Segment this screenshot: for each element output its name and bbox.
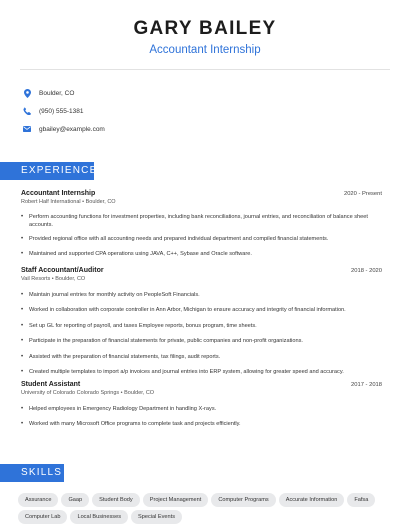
skills-list (18, 493, 398, 527)
skill-tag: Gaap (61, 493, 89, 507)
job-company: Robert Half International (21, 199, 81, 205)
contact-email-text: gbailey@example.com (39, 125, 105, 133)
job-title: Staff Accountant/Auditor (21, 267, 104, 274)
job-title: Accountant Internship (21, 190, 96, 197)
job-company: University of Colorado Colorado Springs (21, 390, 120, 396)
skill-tag: Project Management (143, 493, 209, 507)
skill-tag: Assurance (18, 493, 58, 507)
bullet-item: • Maintain journal entries for monthly activity on PeopleSoft Financials. (21, 291, 386, 299)
contact-phone (22, 102, 410, 120)
skill-tag: Computer Programs (211, 493, 275, 507)
phone-icon (22, 106, 32, 116)
job-bullets (21, 213, 386, 259)
job-location: Boulder, CO (85, 199, 116, 205)
contact-location (22, 84, 410, 102)
experience-heading: EXPERIENCE (0, 162, 94, 180)
skills-row (18, 510, 398, 524)
job-company-line: Vail Resorts • Boulder, CO (21, 276, 86, 282)
skill-tag: Local Businesses (70, 510, 128, 524)
job-company-line: University of Colorado Colorado Springs • Boulder, CO (21, 390, 155, 396)
job-entry (21, 190, 382, 205)
candidate-name: GARY BAILEY (133, 18, 277, 39)
contact-location-text: Boulder, CO (39, 89, 75, 97)
job-date: 2018 - 2020 (351, 268, 382, 274)
contact-list (0, 70, 410, 138)
job-entry (21, 267, 382, 282)
bullet-item: • Participate in the preparation of financial statements for private, public companies and non-profit organizations. (21, 337, 386, 345)
bullet-item: • Worked with many Microsoft Office programs to complete task and projects efficiently. (21, 420, 386, 428)
resume-header (0, 0, 410, 57)
email-icon (22, 124, 32, 134)
contact-email (22, 120, 410, 138)
bullet-item: • Maintained and supported CPA operations using JAVA, C++, Sybase and Oracle software. (21, 250, 386, 258)
job-bullets (21, 291, 386, 376)
job-title-heading: Accountant Internship (149, 44, 261, 56)
job-date: 2017 - 2018 (351, 382, 382, 388)
job-company: Vail Resorts (21, 276, 51, 282)
job-company-line: Robert Half International • Boulder, CO (21, 199, 116, 205)
skill-tag: Special Events (131, 510, 182, 524)
location-pin-icon (22, 88, 32, 98)
skills-row (18, 493, 398, 507)
skill-tag: Computer Lab (18, 510, 67, 524)
job-location: Boulder, CO (55, 276, 86, 282)
bullet-item: • Assisted with the preparation of financial statements, tax filings, audit reports. (21, 353, 386, 361)
job-title: Student Assistant (21, 381, 81, 388)
bullet-item: • Worked in collaboration with corporate controller in Ann Arbor, Michigan to ensure accuracy and integrity of financial information. (21, 306, 386, 314)
skill-tag: Fafsa (347, 493, 375, 507)
bullet-item: • Provided regional office with all accounting needs and prepared individual department and compiled financial statements. (21, 235, 386, 243)
skill-tag: Accurate Information (279, 493, 345, 507)
contact-phone-text: (950) 555-1381 (39, 107, 84, 115)
skill-tag: Student Body (92, 493, 140, 507)
bullet-item: • Helped employees in Emergency Radiology Department in handling X-rays. (21, 405, 386, 413)
job-location: Boulder, CO (124, 390, 155, 396)
bullet-item: • Set up GL for reporting of payroll, and taxes Employee reports, bonus program, time sheets. (21, 322, 386, 330)
skills-heading: SKILLS (0, 464, 64, 482)
job-date: 2020 - Present (343, 191, 382, 197)
bullet-item: • Perform accounting functions for investment properties, including bank reconciliations, journal entries, and reconciliation of balance sheet accounts. (21, 213, 386, 230)
bullet-item: • Created multiple templates to import a/p invoices and journal entries into ERP system, allowing for greater speed and accuracy. (21, 368, 386, 376)
job-entry (21, 381, 382, 396)
job-bullets (21, 405, 386, 429)
